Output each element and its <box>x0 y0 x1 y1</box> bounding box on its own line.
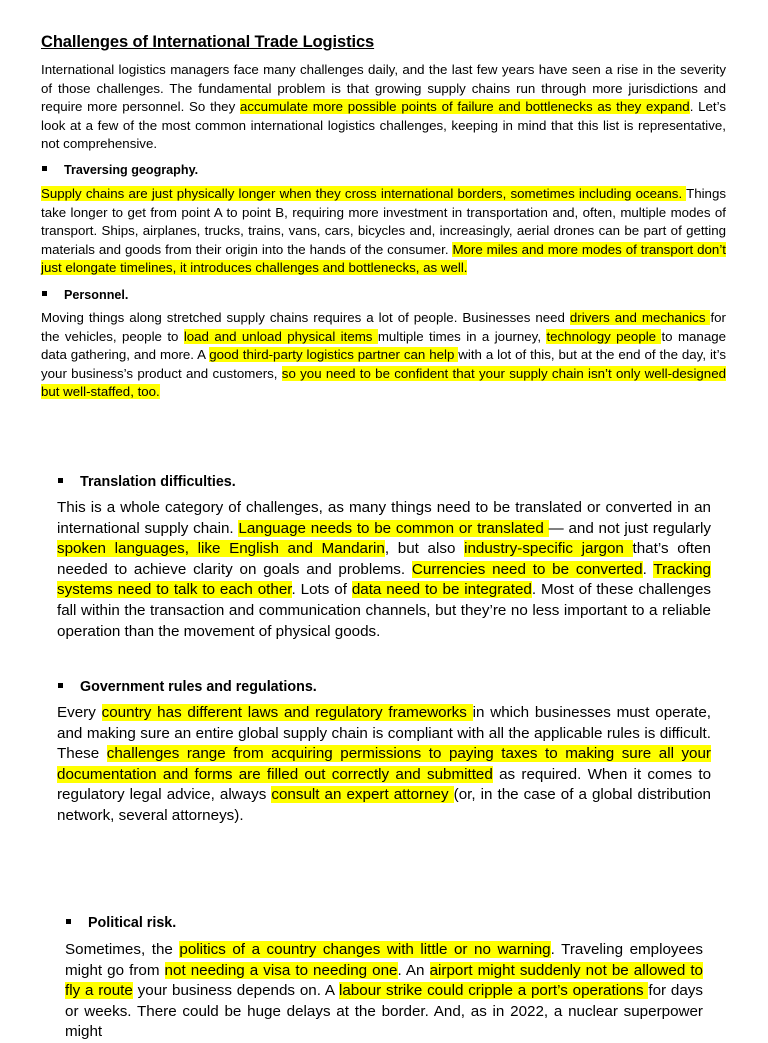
text-run: Sometimes, the <box>65 941 180 958</box>
text-run: . Let’s look at a few of the most common international logistics challenges, keeping in mind that this list is representative, not comprehensive. <box>41 99 726 152</box>
bullet-heading-political <box>66 913 176 934</box>
bullet-square-icon <box>42 166 47 171</box>
text-run: (or, in the case of a global distribution network, several attorneys). <box>57 786 712 824</box>
highlighted-text: airport might suddenly not be allowed to fly a route <box>65 961 703 1000</box>
text-run: , but also <box>384 540 465 558</box>
text-run: . Traveling employees might go from <box>65 941 704 979</box>
bullet-square-icon <box>58 683 63 688</box>
highlighted-text: consult an expert attorney <box>271 786 454 804</box>
text-run: with a lot of this, but at the end of the day, it’s your business’s product and customers, <box>41 347 726 381</box>
highlighted-text: More miles and more modes of transport don’t just elongate timelines, it introduces challenges and bottlenecks, as well. <box>41 241 726 276</box>
text-run: Moving things along stretched supply chains requires a lot of people. Businesses need <box>41 310 570 325</box>
bullet-square-icon <box>58 478 63 483</box>
bullet-square-icon <box>66 919 71 924</box>
intro-paragraph <box>41 61 726 154</box>
text-run: Every <box>57 704 102 721</box>
text-run: to manage data gathering, and more. A <box>41 328 727 363</box>
text-run: your business depends on. A <box>132 982 339 1000</box>
bullet-heading-government <box>58 677 317 698</box>
highlighted-text: Supply chains are just physically longer when they cross international borders, sometimes including oceans. <box>41 186 687 201</box>
highlighted-text: drivers and mechanics <box>569 310 711 325</box>
highlighted-text: spoken languages, like English and Mandarin <box>57 540 385 558</box>
highlighted-text: good third-party logistics partner can help <box>209 347 459 363</box>
paragraph-personnel <box>41 309 726 402</box>
text-run: that’s often needed to achieve clarity on goals and problems. <box>57 540 711 578</box>
highlighted-text: technology people <box>546 328 662 344</box>
paragraph-geography <box>41 185 726 278</box>
highlighted-text: challenges range from acquiring permissions to paying taxes to making sure all your documentation and forms are filled out correctly and submitted <box>57 745 711 783</box>
paragraph-translation <box>57 498 711 642</box>
document-title: Challenges of International Trade Logistics <box>41 33 375 51</box>
section-heading: Traversing geography. <box>64 163 199 177</box>
text-run: . Most of these challenges fall within the transaction and communication channels, but they’re no less important to a reliable operation than the movement of physical goods. <box>57 581 711 640</box>
bullet-heading-translation <box>58 472 236 493</box>
highlighted-text: labour strike could cripple a port’s operations <box>338 982 649 1000</box>
text-run: International logistics managers face many challenges daily, and the last few years have seen a rise in the severity of those challenges. The fundamental problem is that growing supply chains run through more jurisdictions and require more personnel. So they <box>41 62 726 115</box>
text-run: . <box>642 560 654 578</box>
text-run: This is a whole category of challenges, as many things need to be translated or converted in an international supply chain. <box>57 499 711 537</box>
bullet-heading-geography <box>42 161 198 180</box>
bullet-heading-personnel <box>42 286 128 305</box>
highlighted-text: accumulate more possible points of failure and bottlenecks as they expand <box>239 99 690 115</box>
highlighted-text: politics of a country changes with little or no warning <box>179 941 551 958</box>
text-run: in which businesses must operate, and making sure an entire global supply chain is compliant with all the applicable rules is difficult. These <box>57 704 711 763</box>
section-heading: Political risk. <box>88 915 177 931</box>
highlighted-text: Language needs to be common or translated <box>238 519 549 537</box>
highlighted-text: data need to be integrated <box>351 581 532 599</box>
paragraph-political <box>65 940 703 1043</box>
highlighted-text: country has different laws and regulatory frameworks <box>101 704 473 721</box>
highlighted-text: so you need to be confident that your supply chain isn’t only well-designed but well-staffed, too. <box>41 365 726 400</box>
text-run: multiple times in a journey, <box>377 328 547 344</box>
highlighted-text: Currencies need to be converted <box>411 560 643 578</box>
highlighted-text: not needing a visa to needing one <box>164 961 398 979</box>
text-run: — and not just regularly <box>548 519 711 537</box>
text-run: . An <box>397 961 430 979</box>
section-heading: Government rules and regulations. <box>80 679 317 695</box>
section-heading: Personnel. <box>64 288 129 302</box>
paragraph-government <box>57 703 711 827</box>
section-heading: Translation difficulties. <box>80 474 236 490</box>
text-run: Things take longer to get from point A to point B, requiring more investment in transportation and, often, multiple modes of transport. Ships, airplanes, trucks, trains, vans, cars, bicycles and, increasingly, aerial drones can be part of getting materials and goods from their origin into the hands of the consumer. <box>41 186 726 257</box>
text-run: for the vehicles, people to <box>41 310 726 344</box>
text-run: . Lots of <box>291 581 352 599</box>
highlighted-text: Tracking systems need to talk to each other <box>57 560 712 599</box>
highlighted-text: load and unload physical items <box>183 328 378 344</box>
text-run: as required. When it comes to regulatory legal advice, always <box>57 765 712 804</box>
highlighted-text: industry-specific jargon <box>464 540 633 558</box>
bullet-square-icon <box>42 291 47 296</box>
text-run: for days or weeks. There could be huge delays at the border. And, as in 2022, a nuclear superpower might <box>65 982 703 1041</box>
